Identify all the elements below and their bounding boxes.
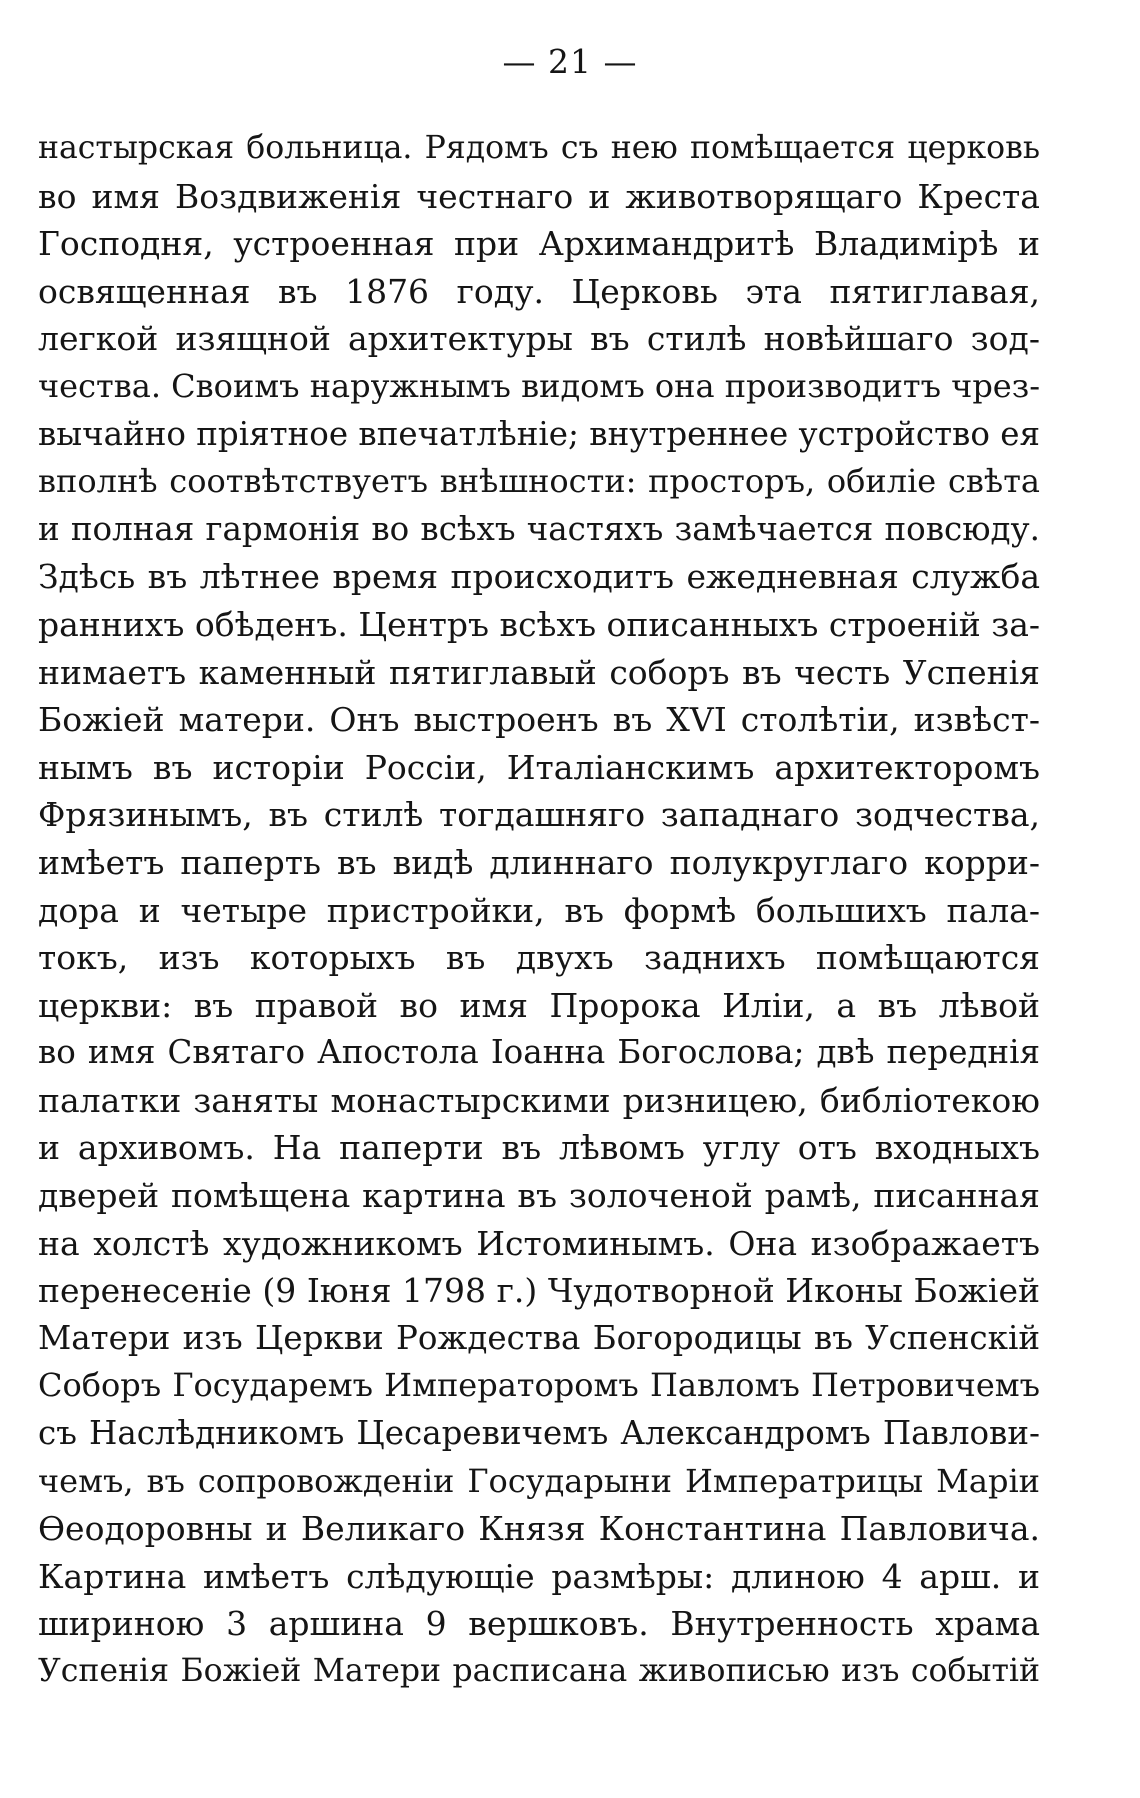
text-line: съ Наслѣдникомъ Цесаревичемъ Александромъ Павлови- <box>38 1414 1040 1453</box>
text-line: и полная гармонія во всѣхъ частяхъ замѣчается повсюду. <box>38 509 1040 548</box>
text-line: Успенія Божіей Матери расписана живописью изъ событій <box>38 1653 1040 1689</box>
text-line: Картина имѣетъ слѣдующіе размѣры: длиною 4 арш. и <box>38 1556 1040 1596</box>
text-line: нымъ въ исторіи Россіи, Италіанскимъ архитекторомъ <box>38 747 1040 787</box>
text-line: во имя Святаго Апостола Іоанна Богослова; двѣ переднія <box>38 1033 1040 1072</box>
text-line: палатки заняты монастырскими ризницею, библіотекою <box>38 1080 1040 1120</box>
text-line: дверей помѣщена картина въ золоченой рамѣ, писанная <box>38 1176 1040 1216</box>
page-number: — 21 — <box>502 42 638 81</box>
text-line: чества. Своимъ наружнымъ видомъ она производитъ чрез- <box>38 366 1040 405</box>
text-line: Божіей матери. Онъ выстроенъ въ XVI столѣтіи, извѣст- <box>38 700 1040 740</box>
text-line: Соборъ Государемъ Императоромъ Павломъ Петровичемъ <box>38 1366 1040 1405</box>
text-line: вполнѣ соотвѣтствуетъ внѣшности: просторъ, обиліе свѣта <box>38 462 1040 501</box>
text-line: Матери изъ Церкви Рождества Богородицы въ Успенскій <box>38 1318 1040 1357</box>
text-line: освященная въ 1876 году. Церковь эта пятиглавая, <box>38 271 1040 311</box>
text-line: Здѣсь въ лѣтнее время происходитъ ежедневная служба <box>38 557 1040 597</box>
text-line: во имя Воздвиженія честнаго и животворящаго Креста <box>38 176 1040 216</box>
text-line: Ѳеодоровны и Великаго Князя Константина Павловича. <box>38 1509 1040 1549</box>
text-line: Фрязинымъ, въ стилѣ тогдашняго западнаго зодчества, <box>38 795 1040 835</box>
text-line: имѣетъ паперть въ видѣ длиннаго полукруглаго корри- <box>38 842 1040 882</box>
text-line: вычайно пріятное впечатлѣніе; внутреннее устройство ея <box>38 414 1040 453</box>
text-line: шириною 3 аршина 9 вершковъ. Внутренность храма <box>38 1604 1040 1644</box>
text-line: Господня, устроенная при Архимандритѣ Владимірѣ и <box>38 224 1040 264</box>
text-line: церкви: въ правой во имя Пророка Иліи, а въ лѣвой <box>38 985 1040 1025</box>
text-line: и архивомъ. На паперти въ лѣвомъ углу отъ входныхъ <box>38 1128 1040 1168</box>
body-text <box>38 125 1040 1696</box>
text-line: дора и четыре пристройки, въ формѣ большихъ пала- <box>38 890 1040 930</box>
text-line: чемъ, въ сопровожденіи Государыни Императрицы Маріи <box>38 1461 1040 1500</box>
text-line: токъ, изъ которыхъ въ двухъ заднихъ помѣщаются <box>38 938 1040 978</box>
text-line: перенесеніе (9 Іюня 1798 г.) Чудотворной Иконы Божіей <box>38 1271 1040 1311</box>
text-line: раннихъ обѣденъ. Центръ всѣхъ описанныхъ строеній за- <box>38 604 1040 644</box>
text-line: на холстѣ художникомъ Истоминымъ. Она изображаетъ <box>38 1223 1040 1263</box>
text-line: легкой изящной архитектуры въ стилѣ новѣйшаго зод- <box>38 319 1040 359</box>
text-line: нимаетъ каменный пятиглавый соборъ въ честь Успенія <box>38 652 1040 692</box>
text-line: настырская больница. Рядомъ съ нею помѣщается церковь <box>38 130 1040 166</box>
